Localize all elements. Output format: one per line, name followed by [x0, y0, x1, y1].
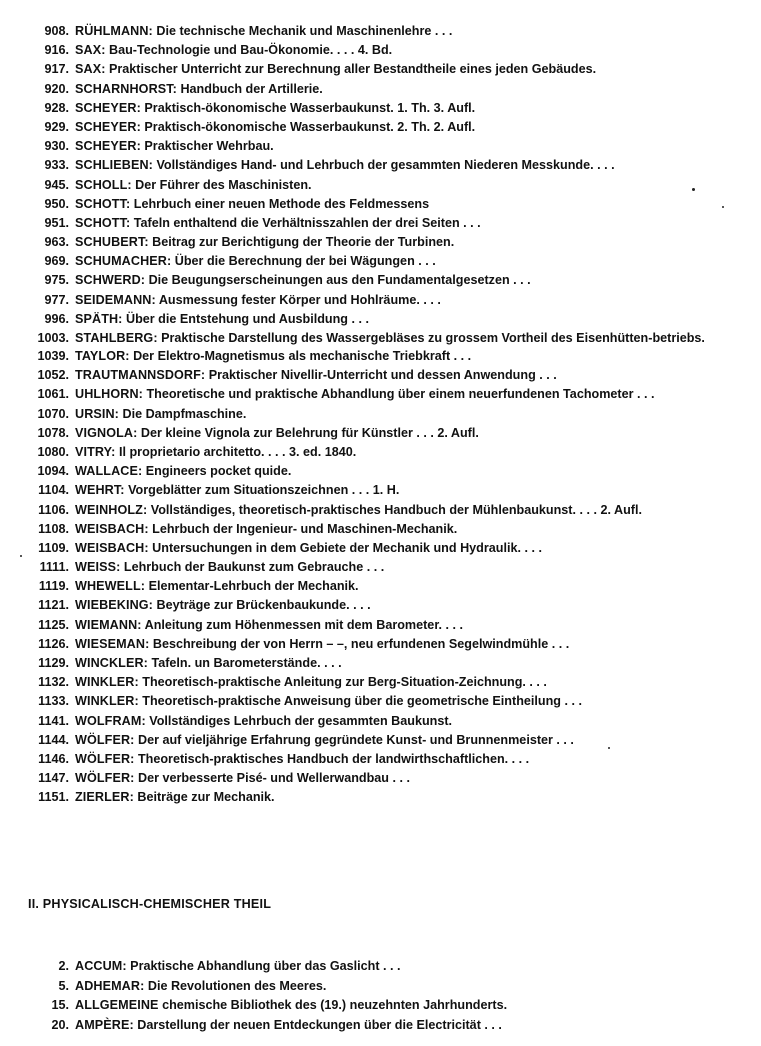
list-item: [0, 252, 761, 271]
entry-text: [75, 252, 751, 271]
entry-number: 951.: [44, 215, 69, 230]
scan-speck: [692, 188, 695, 191]
list-item: [0, 577, 761, 596]
list-item: [0, 654, 761, 673]
list-item: [0, 1016, 761, 1036]
entry-text: [75, 443, 751, 462]
entry-text: [75, 596, 751, 615]
entry-title: Beitrag zur Berichtigung der Theorie der Turbinen.: [152, 235, 455, 250]
entry-number: 1126.: [38, 636, 69, 651]
entry-title: Theoretisch-praktisches Handbuch der landwirthschaftlichen. . . .: [137, 751, 530, 766]
entry-title: Die Beugungserscheinungen aus den Fundamentalgesetzen . . .: [148, 273, 531, 288]
entry-title: Untersuchungen in dem Gebiete der Mechanik und Hydraulik. . . .: [152, 540, 542, 555]
entry-number: 916.: [44, 43, 69, 58]
list-item: [0, 271, 761, 290]
entry-author: WIESEMAN:: [75, 636, 150, 651]
entry-number: 920.: [44, 81, 69, 96]
list-item: [0, 41, 761, 60]
entry-number: 1003.: [37, 331, 69, 345]
entry-number: 1106.: [38, 502, 69, 517]
entry-title: Lehrbuch der Baukunst zum Gebrauche . . .: [123, 560, 385, 575]
entry-text: [75, 137, 751, 156]
entry-number: 1141.: [38, 713, 69, 728]
entry-text: [75, 977, 751, 997]
list-item: [0, 385, 761, 404]
entry-number: 1052.: [37, 368, 69, 383]
entry-text: [75, 616, 751, 635]
list-item: [0, 22, 761, 41]
list-item: [0, 977, 761, 997]
entry-number: 933.: [44, 158, 69, 173]
entry-author: URSIN:: [75, 406, 119, 421]
entry-author: WÖLFER:: [75, 732, 135, 747]
entry-text: [75, 1016, 751, 1036]
entry-author: WÖLFER:: [75, 751, 135, 766]
entry-title: Praktische Abhandlung über das Gaslicht . . .: [130, 959, 401, 973]
scan-speck: [608, 747, 610, 749]
entry-number: 5.: [58, 978, 69, 993]
entry-number: 1104.: [38, 483, 69, 498]
entry-text: [75, 635, 751, 654]
list-item: [0, 616, 761, 635]
list-item: [0, 156, 761, 175]
list-item: [0, 99, 761, 118]
entry-text: [75, 41, 751, 60]
entry-author: SAX:: [75, 62, 106, 77]
scan-speck: [722, 206, 724, 208]
entry-number: 929.: [44, 119, 69, 134]
list-item: [0, 673, 761, 692]
entry-number: 1125.: [38, 617, 69, 632]
entry-text: [75, 310, 751, 329]
entry-author: VIGNOLA:: [75, 425, 138, 440]
entry-list-part1: [0, 22, 761, 808]
entry-title: Praktischer Wehrbau.: [144, 139, 274, 154]
entry-text: [75, 996, 751, 1016]
entry-text: [75, 673, 751, 692]
entry-author: WINKLER:: [75, 675, 139, 690]
entry-number: 1094.: [37, 464, 69, 479]
entry-title: Der verbesserte Pisé- und Wellerwandbau . . .: [137, 771, 410, 786]
entry-title: Anleitung zum Höhenmessen mit dem Barometer. . . .: [144, 617, 464, 632]
entry-number: 996.: [44, 311, 69, 326]
list-item: [0, 520, 761, 539]
entry-author: WEINHOLZ:: [75, 502, 148, 517]
entry-author: ACCUM:: [75, 959, 127, 973]
list-item: [0, 366, 761, 385]
entry-number: 1070.: [37, 406, 69, 421]
list-item: [0, 635, 761, 654]
entry-author: SCHUBERT:: [75, 235, 149, 250]
entry-title: Der Elektro-Magnetismus als mechanische Triebkraft . . .: [133, 349, 472, 363]
entry-author: WEISBACH:: [75, 521, 149, 536]
entry-title: Lehrbuch einer neuen Methode des Feldmessens: [133, 196, 430, 211]
list-item: [0, 214, 761, 233]
list-item: [0, 501, 761, 520]
entry-list-part2: [0, 957, 761, 1035]
entry-title: Vollständiges Lehrbuch der gesammten Baukunst.: [149, 713, 453, 728]
entry-author: ZIERLER:: [75, 790, 134, 805]
entry-author: SCHUMACHER:: [75, 254, 172, 269]
list-item: [0, 462, 761, 481]
entry-title: Praktische Darstellung des Wassergebläses zu grossem Vortheil des Eisenhütten-betriebs.: [161, 331, 705, 345]
entry-text: [75, 520, 751, 539]
entry-title: Theoretisch-praktische Anweisung über die geometrische Eintheilung . . .: [142, 694, 582, 709]
entry-author: SAX:: [75, 43, 106, 58]
entry-author: ADHEMAR:: [75, 978, 145, 993]
entry-title: Beiträge zur Mechanik.: [137, 790, 275, 805]
entry-author: WIEBEKING:: [75, 598, 153, 613]
list-item: [0, 957, 761, 977]
entry-title: Praktischer Unterricht zur Berechnung aller Bestandtheile eines jeden Gebäudes.: [109, 62, 597, 77]
entry-author: SCHOTT:: [75, 196, 131, 211]
list-item: [0, 769, 761, 788]
list-item: [0, 329, 761, 347]
entry-author: STAHLBERG:: [75, 331, 158, 345]
entry-title: Il proprietario architetto. . . . 3. ed. 1840.: [118, 444, 357, 459]
entry-number: 977.: [44, 292, 69, 307]
entry-title: Über die Entstehung und Ausbildung . . .: [125, 311, 369, 326]
entry-title: Ausmessung fester Körper und Hohlräume. . . .: [158, 292, 441, 307]
entry-title: Beyträge zur Brückenbaukunde. . . .: [156, 598, 371, 613]
entry-number: 15.: [51, 998, 69, 1012]
entry-title: Die Dampfmaschine.: [122, 406, 247, 421]
entry-text: [75, 271, 751, 290]
entry-number: 1132.: [38, 675, 69, 690]
list-item: [0, 558, 761, 577]
entry-title: Praktischer Nivellir-Unterricht und dessen Anwendung . . .: [208, 368, 557, 383]
entry-number: 963.: [44, 235, 69, 250]
entry-number: 2.: [58, 959, 69, 973]
entry-author: SCHEYER:: [75, 100, 141, 115]
entry-text: [75, 539, 751, 558]
entry-text: [75, 176, 751, 195]
entry-text: [75, 347, 751, 366]
entry-number: 950.: [44, 196, 69, 211]
entry-title: Handbuch der Artillerie.: [180, 81, 323, 96]
entry-title: Praktisch-ökonomische Wasserbaukunst. 1. Th. 3. Aufl.: [144, 100, 476, 115]
entry-number: 1133.: [38, 694, 69, 709]
entry-number: 928.: [44, 100, 69, 115]
entry-title: Über die Berechnung der bei Wägungen . . .: [174, 254, 436, 269]
entry-number: 1078.: [37, 425, 69, 440]
entry-number: 1119.: [38, 579, 69, 594]
entry-author: WALLACE:: [75, 464, 143, 479]
entry-text: [75, 366, 751, 385]
entry-title: Elementar-Lehrbuch der Mechanik.: [148, 579, 359, 594]
entry-text: [75, 712, 751, 731]
entry-text: [75, 385, 751, 404]
entry-title: Vollständiges Hand- und Lehrbuch der gesammten Niederen Messkunde. . . .: [156, 158, 615, 173]
entry-text: [75, 22, 751, 41]
entry-title: Theoretisch-praktische Anleitung zur Berg-Situation-Zeichnung. . . .: [142, 675, 547, 690]
entry-text: [75, 424, 751, 443]
entry-title: Bau-Technologie und Bau-Ökonomie. . . . 4. Bd.: [109, 43, 393, 58]
entry-title: chemische Bibliothek des (19.) neuzehnten Jahrhunderts.: [162, 998, 508, 1012]
entry-text: [75, 788, 751, 807]
entry-text: [75, 118, 751, 137]
entry-number: 975.: [44, 273, 69, 288]
entry-author: TRAUTMANNSDORF:: [75, 368, 206, 383]
list-item: [0, 424, 761, 443]
list-item: [0, 405, 761, 424]
list-item: [0, 788, 761, 807]
entry-number: 1146.: [38, 751, 69, 766]
entry-number: 945.: [44, 177, 69, 192]
entry-number: 1080.: [37, 444, 69, 459]
entry-title: Praktisch-ökonomische Wasserbaukunst. 2. Th. 2. Aufl.: [144, 119, 476, 134]
entry-title: Engineers pocket quide.: [145, 464, 292, 479]
entry-number: 1109.: [38, 540, 69, 555]
entry-author: WEHRT:: [75, 483, 125, 498]
entry-author: RÜHLMANN:: [75, 24, 153, 38]
entry-author: SCHOTT:: [75, 215, 131, 230]
entry-number: 1061.: [37, 387, 69, 402]
list-item: [0, 443, 761, 462]
list-item: [0, 195, 761, 214]
list-item: [0, 731, 761, 750]
entry-text: [75, 195, 751, 214]
entry-title: Der auf vieljährige Erfahrung gegründete Kunst- und Brunnenmeister . . .: [137, 732, 574, 747]
entry-author: SCHEYER:: [75, 119, 141, 134]
entry-title: Tafeln enthaltend die Verhältnisszahlen der drei Seiten . . .: [133, 215, 481, 230]
scan-speck: [20, 555, 22, 557]
list-item: [0, 80, 761, 99]
entry-title: Der kleine Vignola zur Belehrung für Künstler . . . 2. Aufl.: [140, 425, 479, 440]
entry-title: Vollständiges, theoretisch-praktisches Handbuch der Mühlenbaukunst. . . . 2. Aufl.: [150, 502, 643, 517]
entry-number: 1039.: [37, 349, 69, 363]
entry-author: VITRY:: [75, 444, 116, 459]
entry-title: Theoretische und praktische Abhandlung über einem neuerfundenen Tachometer . . .: [146, 387, 655, 402]
list-item: [0, 291, 761, 310]
entry-text: [75, 233, 751, 252]
entry-text: [75, 577, 751, 596]
entry-author: WÖLFER:: [75, 771, 135, 786]
entry-text: [75, 750, 751, 769]
list-item: [0, 233, 761, 252]
entry-text: [75, 99, 751, 118]
entry-number: 1129.: [38, 656, 69, 670]
list-item: [0, 118, 761, 137]
entry-text: [75, 692, 751, 711]
entry-title: Der Führer des Maschinisten.: [135, 177, 312, 192]
entry-text: [75, 462, 751, 481]
list-item: [0, 996, 761, 1016]
entry-text: [75, 654, 751, 673]
entry-title: Die technische Mechanik und Maschinenlehre . . .: [156, 24, 453, 38]
entry-text: [75, 558, 751, 577]
entry-number: 20.: [51, 1017, 69, 1032]
entry-number: 1144.: [38, 732, 69, 747]
section-heading: II. PHYSICALISCH-CHEMISCHER THEIL: [28, 897, 272, 911]
entry-text: [75, 329, 761, 347]
entry-title: Die Revolutionen des Meeres.: [147, 978, 327, 993]
entry-number: 1151.: [38, 790, 69, 805]
entry-text: [75, 501, 751, 520]
entry-text: [75, 291, 751, 310]
entry-text: [75, 957, 751, 977]
entry-number: 1121.: [38, 598, 69, 613]
entry-author: WOLFRAM:: [75, 713, 146, 728]
entry-number: 1111.: [39, 560, 69, 575]
entry-title: Darstellung der neuen Entdeckungen über die Electricität . . .: [137, 1017, 502, 1032]
entry-number: 1108.: [38, 521, 69, 536]
entry-text: [75, 481, 751, 500]
entry-text: [75, 60, 751, 79]
entry-number: 969.: [44, 254, 69, 269]
list-item: [0, 176, 761, 195]
list-item: [0, 692, 761, 711]
list-item: [0, 347, 761, 366]
entry-text: [75, 80, 751, 99]
entry-author: WEISBACH:: [75, 540, 149, 555]
entry-number: 908.: [44, 24, 69, 38]
entry-text: [75, 214, 751, 233]
entry-author: WINKLER:: [75, 694, 139, 709]
entry-author: SCHWERD:: [75, 273, 146, 288]
entry-number: 917.: [44, 62, 69, 77]
entry-author: SPÄTH:: [75, 311, 123, 326]
entry-text: [75, 769, 751, 788]
list-item: [0, 596, 761, 615]
list-item: [0, 481, 761, 500]
entry-author: WINCKLER:: [75, 656, 148, 670]
entry-title: Vorgeblätter zum Situationszeichnen . . . 1. H.: [128, 483, 400, 498]
entry-author: AMPÈRE:: [75, 1017, 134, 1032]
list-item: [0, 137, 761, 156]
entry-author: SEIDEMANN:: [75, 292, 156, 307]
list-item: [0, 310, 761, 329]
list-item: [0, 712, 761, 731]
entry-author: ALLGEMEINE: [75, 998, 159, 1012]
entry-author: SCHARNHORST:: [75, 81, 177, 96]
entry-title: Lehrbuch der Ingenieur- und Maschinen-Mechanik.: [152, 521, 458, 536]
list-item: [0, 750, 761, 769]
entry-author: SCHLIEBEN:: [75, 158, 153, 173]
entry-title: Beschreibung der von Herrn – –, neu erfundenen Segelwindmühle . . .: [152, 636, 570, 651]
entry-number: 930.: [44, 139, 69, 154]
entry-author: WEISS:: [75, 560, 121, 575]
list-item: [0, 60, 761, 79]
entry-text: [75, 156, 751, 175]
entry-author: SCHEYER:: [75, 139, 141, 154]
entry-author: SCHOLL:: [75, 177, 132, 192]
entry-author: TAYLOR:: [75, 349, 130, 363]
entry-author: UHLHORN:: [75, 387, 143, 402]
entry-author: WIEMANN:: [75, 617, 142, 632]
entry-author: WHEWELL:: [75, 579, 146, 594]
entry-number: 1147.: [38, 771, 69, 786]
list-item: [0, 539, 761, 558]
entry-text: [75, 731, 751, 750]
entry-title: Tafeln. un Barometerstände. . . .: [151, 656, 342, 670]
entry-text: [75, 405, 751, 424]
